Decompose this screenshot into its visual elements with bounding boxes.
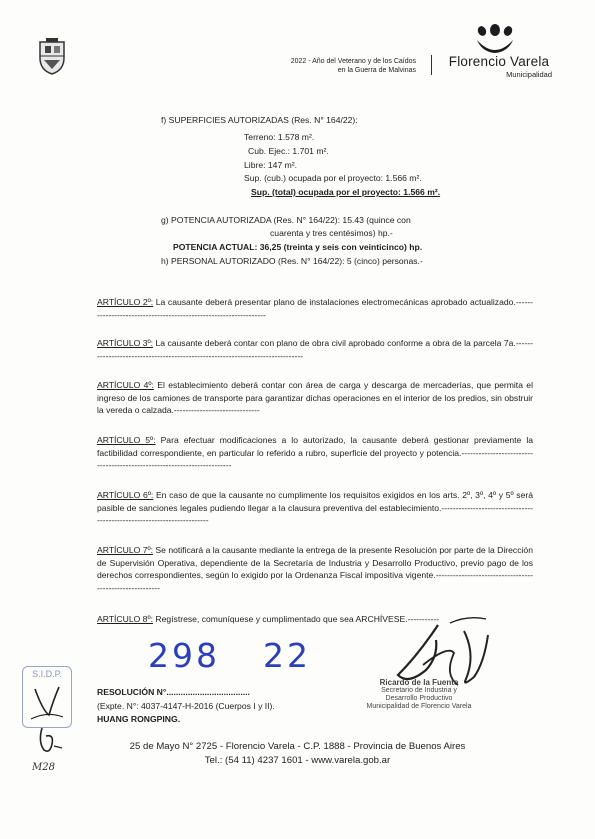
article-6-text: En caso de que la causante no cumplimente los requisitos exigidos en los arts. 2º, 3º, 4º y 5º será pasible de sanciones legales pudiendo llegar a la clausura preventiva del establecimiento.----------------------------------------------------------------------- [97, 490, 533, 525]
article-2-text: La causante deberá presentar plano de instalaciones electromecánicas aprobado actualizado.----------------------------------------------------------------- [97, 297, 533, 320]
article-8-text: Regístrese, comuníquese y cumplimentado que sea ARCHÍVESE.----------- [153, 614, 440, 624]
section-h-line: h) PERSONAL AUTORIZADO (Res. N° 164/22): 5 (cinco) personas.- [161, 256, 423, 266]
article-5-text: Para efectuar modificaciones a lo autorizado, la causante deberá gestionar previamente la factibilidad correspondiente, en particular lo referido a rubro, superficie del proyecto y potencia.------------------------------------------------------------------------ [97, 435, 534, 470]
article-5-label: ARTÍCULO 5º: [97, 435, 156, 445]
article-2 [97, 296, 533, 321]
libre-value: Libre: 147 m². [244, 160, 298, 170]
cub-ejec-value: Cub. Ejec.: 1.701 m². [248, 146, 329, 156]
brand-subtitle: Municipalidad [506, 70, 552, 79]
sidp-stamp [22, 666, 72, 728]
folio-mark: M28 [32, 762, 55, 773]
sup-cub-value: Sup. (cub.) ocupada por el proyecto: 1.566 m². [244, 173, 422, 183]
terreno-value: Terreno: 1.578 m². [244, 132, 315, 142]
header-divider [431, 55, 432, 75]
potencia-actual: POTENCIA ACTUAL: 36,25 (treinta y seis con veinticinco) hp. [173, 242, 423, 252]
signer-title-3: Municipalidad de Florencio Varela [366, 703, 472, 710]
article-4-label: ARTÍCULO 4º: [97, 380, 154, 390]
section-g-line2: cuarenta y tres centésimos) hp.- [270, 228, 393, 238]
footer-address: 25 de Mayo N° 2725 - Florencio Varela - C.P. 1888 - Provincia de Buenos Aires [129, 741, 466, 752]
brand-name: Florencio Varela [448, 54, 550, 69]
municipal-logo-icon [472, 22, 518, 56]
signer-name: Ricardo de la Fuente [379, 678, 459, 687]
sup-total-value: Sup. (total) ocupada por el proyecto: 1.566 m². [251, 187, 441, 197]
article-5 [97, 434, 533, 472]
article-3 [97, 337, 533, 362]
header-motto-line1: 2022 - Año del Veterano y de los Caídos [290, 58, 416, 65]
article-7-text: Se notificará a la causante mediante la entrega de la presente Resolución por parte de la Dirección de Supervisión Operativa, dependiente de la Secretaría de Industria y Desarrollo Productivo, previo pago de los derechos correspondientes, según lo exigido por la Ordenanza Fiscal impositiva vigente.-------------------------------------------------------- [97, 545, 533, 593]
article-7 [97, 544, 533, 594]
resolution-number-stamp: 298 [148, 636, 220, 675]
header-motto-line2: en la Guerra de Malvinas [337, 67, 416, 74]
article-6 [97, 489, 533, 527]
article-4-text: El establecimiento deberá contar con área de carga y descarga de mercaderías, que permita el ingreso de los camiones de transporte para garantizar dichas operaciones en el interior de los predios, sin obstruir la vereda o calzada.------------------------------ [97, 380, 533, 415]
resolution-label: RESOLUCIÓN N°................................... [97, 687, 250, 697]
resolution-year-stamp: 22 [263, 636, 311, 675]
header-motto [218, 57, 416, 75]
article-4 [97, 379, 533, 417]
article-6-label: ARTÍCULO 6º: [97, 490, 154, 500]
article-8-label: ARTÍCULO 8º: [97, 614, 153, 624]
section-f-title: f) SUPERFICIES AUTORIZADAS (Res. N° 164/22): [161, 115, 358, 125]
section-g-line1: g) POTENCIA AUTORIZADA (Res. N° 164/22): 15.43 (quince con [161, 215, 411, 225]
article-2-label: ARTÍCULO 2º: [97, 297, 154, 307]
article-7-label: ARTÍCULO 7º: [97, 545, 154, 555]
expediente: (Expte. N°: 4037-4147-H-2016 (Cuerpos I y II). [97, 701, 275, 711]
signature-block [355, 679, 483, 711]
signer-title-2: Desarrollo Productivo [385, 695, 453, 702]
signer-title-1: Secretario de Industria y [381, 687, 457, 694]
sidp-stamp-label: S.I.D.P. [32, 669, 62, 679]
footer-contact: Tel.: (54 11) 4237 1601 - www.varela.gob.ar [204, 755, 391, 766]
coat-of-arms-icon [36, 36, 68, 76]
article-3-label: ARTÍCULO 3º: [97, 338, 154, 348]
applicant-name: HUANG RONGPING. [97, 714, 181, 724]
article-3-text: La causante deberá contar con plano de obra civil aprobado conforme a obra de la parcela 7a.------------------------------------------------------------------------------ [97, 338, 533, 361]
